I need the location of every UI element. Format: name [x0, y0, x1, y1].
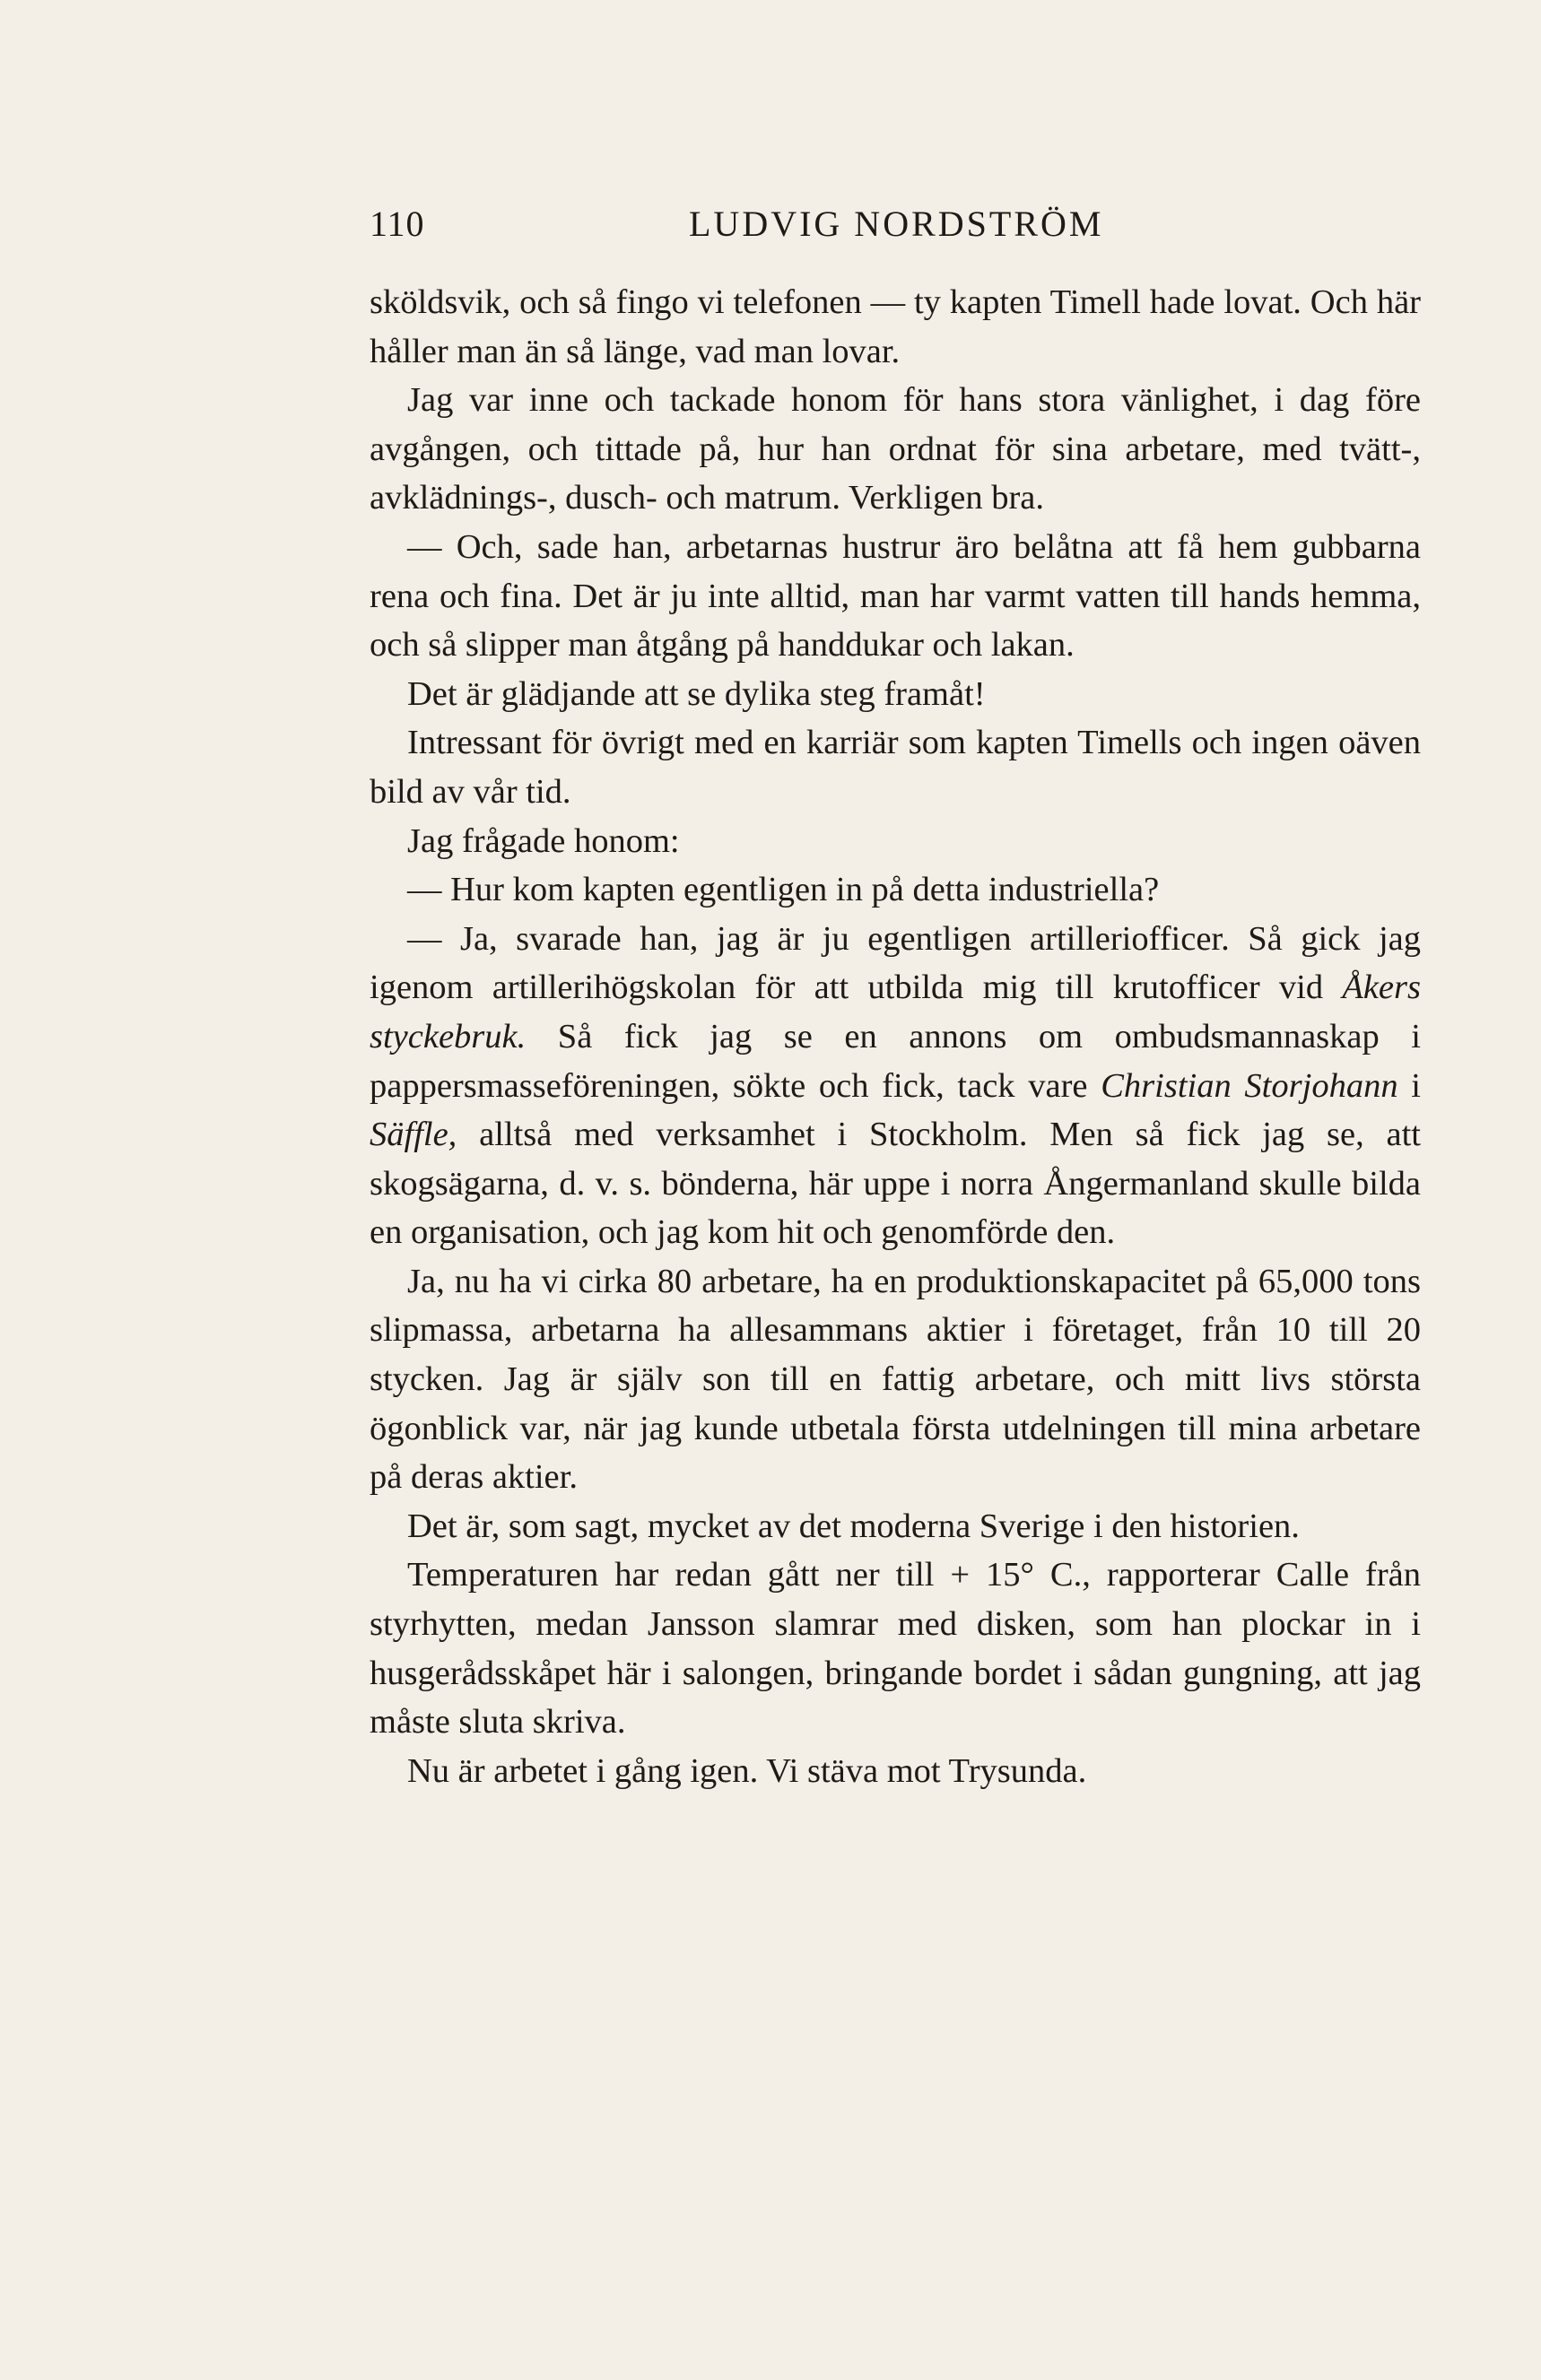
paragraph: [370, 718, 1421, 816]
text-span: Jag frågade honom:: [407, 821, 680, 860]
italic-text: Säffle,: [370, 1116, 457, 1154]
text-span: — Och, sade han, arbetarnas hustrur äro belåtna att få hem gubbarna rena och fina. Det är ju inte alltid, man har varmt vatten till hands hemma, och så slipper man åtgång på handdukar och lakan.: [370, 527, 1421, 664]
text-span: Det är glädjande att se dylika steg framåt!: [407, 674, 986, 713]
running-head: [370, 203, 1421, 256]
paragraph: [370, 1747, 1421, 1796]
text-span: alltså med verksamhet i Stockholm. Men så fick jag se, att skogsägarna, d. v. s. bönderna, här uppe i norra Ångermanland skulle bilda en organisation, och jag kom hit och genomförde den.: [370, 1116, 1421, 1252]
running-title: LUDVIG NORDSTRÖM: [689, 204, 1104, 244]
text-span: i: [1397, 1066, 1421, 1105]
text-span: Ja, nu ha vi cirka 80 arbetare, ha en produktionskapacitet på 65,000 tons slipmassa, arbetarna ha allesammans aktier i företaget, från 10 till 20 stycken. Jag är själv son till en fattig arbetare, och mitt livs största ögonblick var, när jag kunde utbetala första utdelningen till mina arbetare på deras aktier.: [370, 1262, 1421, 1497]
paragraph: [370, 865, 1421, 915]
text-span: sköldsvik, och så fingo vi telefonen — ty kapten Timell hade lovat. Och här håller man än så länge, vad man lovar.: [370, 283, 1421, 370]
text-span: Så fick jag se en annons om ombudsmannaskap i pappersmasseföreningen, sökte och fick, tack vare: [370, 1017, 1421, 1105]
text-span: — Ja, svarade han, jag är ju egentligen artilleriofficer. Så gick jag igenom artillerihögskolan för att utbilda mig till krutofficer vid: [370, 919, 1421, 1007]
text-span: Jag var inne och tackade honom för hans stora vänlighet, i dag före avgången, och tittade på, hur han ordnat för sina arbetare, med tvätt-, avklädnings-, dusch- och matrum. Verkligen bra.: [370, 381, 1421, 517]
text-span: Nu är arbetet i gång igen. Vi stäva mot Trysunda.: [407, 1751, 1087, 1790]
text-span: Det är, som sagt, mycket av det moderna Sverige i den historien.: [407, 1507, 1300, 1545]
text-span: Temperaturen har redan gått ner till + 15° C., rapporterar Calle från styrhytten, medan Jansson slamrar med disken, som han plockar in i husgerådsskåpet här i salongen, bringande bordet i sådan gungning, att jag måste sluta skriva.: [370, 1556, 1421, 1742]
text-span: — Hur kom kapten egentligen in på detta industriella?: [407, 871, 1160, 909]
paragraph: [370, 670, 1421, 719]
paragraph: [370, 817, 1421, 866]
italic-text: Christian Storjohann: [1101, 1066, 1398, 1105]
paragraph: [370, 278, 1421, 376]
paragraph: [370, 1502, 1421, 1551]
paragraph: [370, 376, 1421, 523]
paragraph: [370, 1550, 1421, 1746]
paragraph: [370, 523, 1421, 670]
text-body: [370, 278, 1421, 1795]
paragraph: [370, 915, 1421, 1257]
paragraph: [370, 1257, 1421, 1502]
text-span: Intressant för övrigt med en karriär som kapten Timells och ingen oäven bild av vår tid.: [370, 724, 1421, 811]
page-number: 110: [370, 204, 425, 244]
italic-text: Åkers styckebruk.: [370, 969, 1421, 1055]
